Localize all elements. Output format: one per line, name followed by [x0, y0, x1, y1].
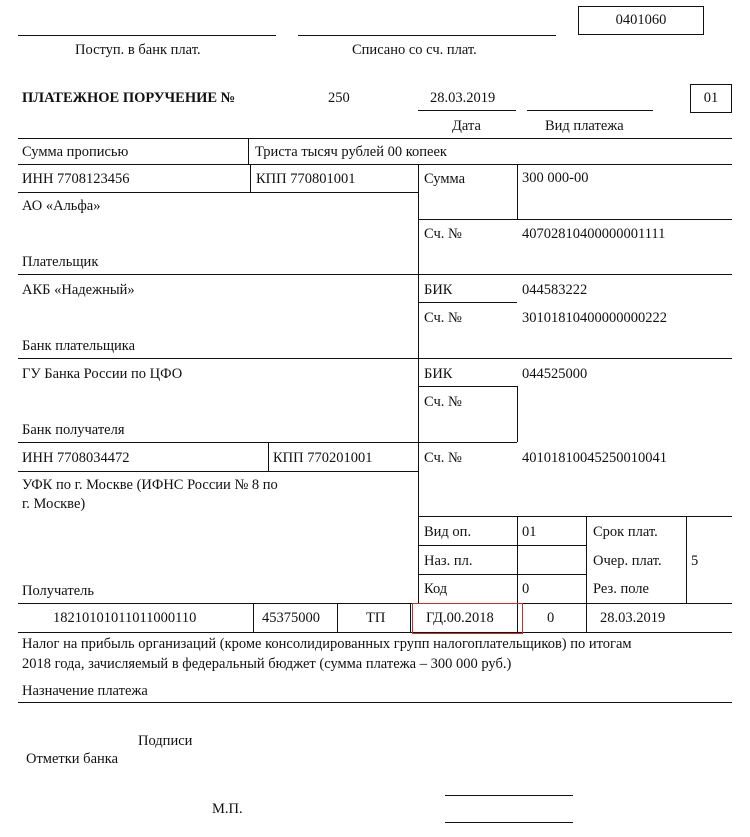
payer-bank-label: Банк плательщика: [22, 338, 136, 354]
signatures-label: Подписи: [138, 733, 193, 749]
payer-inn: ИНН 7708123456: [22, 171, 130, 187]
grid-line: [248, 138, 249, 164]
debited-label: Списано со сч. плат.: [352, 42, 477, 58]
payer-bank-account: 30101810400000000222: [522, 310, 667, 326]
grid-line: [250, 164, 251, 192]
grid-line: [253, 603, 254, 632]
grid-line: [18, 164, 732, 165]
tax-period-highlight: [412, 603, 523, 634]
bank-marks-label: Отметки банка: [26, 751, 119, 767]
recipient-name-line1: УФК по г. Москве (ИФНС России № 8 по: [22, 477, 278, 493]
code-label: Код: [424, 581, 448, 597]
purpose-line1: Налог на прибыль организаций (кроме консолидированных групп налогоплательщиков) по итогам: [22, 636, 632, 652]
recipient-bank-bik-label: БИК: [424, 366, 453, 382]
signature-line-2: [445, 822, 573, 823]
payer-bank-name: АКБ «Надежный»: [22, 282, 135, 298]
grid-line: [337, 603, 338, 632]
received-bank-line: [18, 35, 276, 36]
amount-words-label: Сумма прописью: [22, 144, 129, 160]
recipient-name-line2: г. Москве): [22, 496, 86, 512]
grid-line: [517, 386, 518, 442]
form-code: 0401060: [615, 12, 667, 28]
recipient-inn: ИНН 7708034472: [22, 450, 130, 466]
recipient-label: Получатель: [22, 583, 94, 599]
grid-line: [517, 164, 518, 219]
date-label: Дата: [452, 118, 481, 134]
recipient-account: 40101810045250010041: [522, 450, 667, 466]
grid-line: [268, 442, 269, 471]
payer-bank-bik-label: БИК: [424, 282, 453, 298]
grid-line: [686, 516, 687, 603]
amount-words-value: Триста тысяч рублей 00 копеек: [255, 144, 447, 160]
grid-line: [18, 138, 732, 139]
payment-type-label: Вид платежа: [545, 118, 624, 134]
grid-line: [410, 603, 411, 632]
sum-value: 300 000-00: [522, 170, 589, 186]
grid-line: [18, 358, 732, 359]
code-value: 0: [522, 581, 530, 597]
grid-line: [18, 603, 732, 604]
purpose-label: Назначение платежа: [22, 683, 148, 699]
recipient-bank-label: Банк получателя: [22, 422, 125, 438]
document-title: ПЛАТЕЖНОЕ ПОРУЧЕНИЕ №: [22, 90, 236, 106]
tax-oktmo: 45375000: [262, 610, 320, 626]
grid-line: [418, 302, 517, 303]
purpose-line2: 2018 года, зачисляемый в федеральный бюджет (сумма платежа – 300 000 руб.): [22, 656, 512, 672]
recipient-kpp: КПП 770201001: [273, 450, 373, 466]
grid-line: [418, 219, 732, 220]
tax-doc-date: 28.03.2019: [600, 610, 666, 626]
payer-account: 40702810400000001111: [522, 226, 666, 242]
grid-line: [18, 702, 732, 703]
grid-line: [18, 471, 418, 472]
recipient-account-label: Сч. №: [424, 450, 462, 466]
order-number: 250: [328, 90, 350, 106]
recipient-bank-bik: 044525000: [522, 366, 588, 382]
grid-line: [418, 516, 732, 517]
tax-period: ГД.00.2018: [426, 610, 494, 626]
tax-doc-number: 0: [547, 610, 555, 626]
tax-kbk: 18210101011011000110: [53, 610, 197, 626]
grid-line: [18, 192, 418, 193]
received-bank-label: Поступ. в банк плат.: [75, 42, 201, 58]
grid-line: [586, 516, 587, 632]
recipient-bank-account-label: Сч. №: [424, 394, 462, 410]
purpose-code-label: Наз. пл.: [424, 553, 473, 569]
payer-account-label: Сч. №: [424, 226, 462, 242]
op-type-label: Вид оп.: [424, 524, 472, 540]
op-type-value: 01: [522, 524, 537, 540]
grid-line: [418, 574, 586, 575]
grid-line: [418, 164, 419, 603]
payer-kpp: КПП 770801001: [256, 171, 356, 187]
grid-line: [18, 274, 732, 275]
debited-line: [298, 35, 556, 36]
reserve-field-label: Рез. поле: [593, 581, 649, 597]
grid-line: [418, 545, 586, 546]
grid-line: [18, 632, 732, 633]
status-code: 01: [703, 90, 719, 106]
grid-line: [418, 386, 517, 387]
tax-basis: ТП: [366, 610, 386, 626]
order-date-line: [418, 110, 516, 111]
payment-type-line: [527, 110, 653, 111]
due-date-label: Срок плат.: [593, 524, 658, 540]
order-date: 28.03.2019: [430, 90, 496, 106]
recipient-bank-name: ГУ Банка России по ЦФО: [22, 366, 183, 382]
priority-value: 5: [691, 553, 699, 569]
payer-name: АО «Альфа»: [22, 198, 101, 214]
payer-bank-bik: 044583222: [522, 282, 588, 298]
priority-label: Очер. плат.: [593, 553, 662, 569]
signature-line-1: [445, 795, 573, 796]
sum-label: Сумма: [424, 171, 466, 187]
payer-label: Плательщик: [22, 254, 99, 270]
payer-bank-account-label: Сч. №: [424, 310, 462, 326]
stamp-label: М.П.: [212, 801, 243, 817]
